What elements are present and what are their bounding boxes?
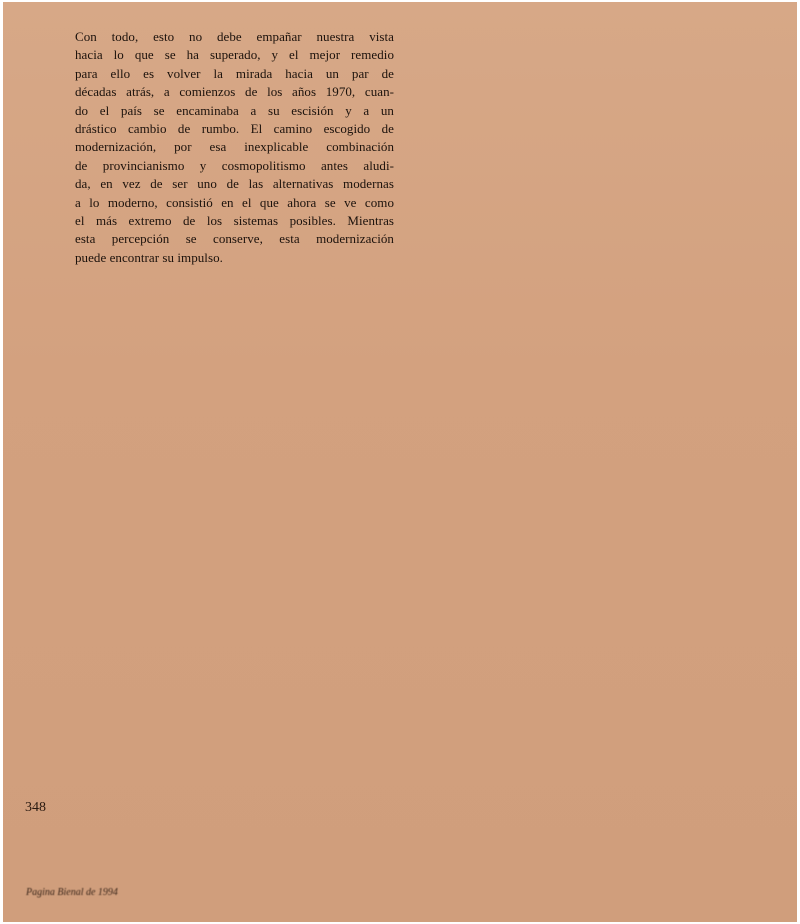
text-line: décadas atrás, a comienzos de los años 1970, cuan- (75, 84, 394, 100)
text-line: puede encontrar su impulso. (75, 249, 223, 265)
text-line: Con todo, esto no debe empañar nuestra vista (75, 29, 394, 44)
bleed-through-left (73, 260, 398, 840)
text-line: para ello es volver la mirada hacia un par de (75, 65, 394, 81)
text-line: de provincianismo y cosmopolitismo antes aludi- (75, 157, 394, 173)
text-line: da, en vez de ser uno de las alternativas modernas (75, 176, 394, 192)
text-line: a lo moderno, consistió en el que ahora se ve como (75, 194, 394, 210)
body-paragraph (75, 28, 394, 267)
text-line: esta percepción se conserve, esta modernización (75, 231, 394, 247)
document-page (3, 2, 797, 922)
footer-caption: Pagina Bienal de 1994 (26, 887, 118, 898)
text-line: el más extremo de los sistemas posibles. Mientras (75, 213, 394, 229)
text-line: hacia lo que se ha superado, y el mejor remedio (75, 47, 394, 63)
bleed-through-right (423, 32, 748, 852)
text-line: drástico cambio de rumbo. El camino escogido de (75, 121, 394, 137)
text-line: do el país se encaminaba a su escisión y a un (75, 102, 394, 118)
page-number: 348 (25, 800, 46, 815)
text-line: modernización, por esa inexplicable combinación (75, 139, 394, 155)
